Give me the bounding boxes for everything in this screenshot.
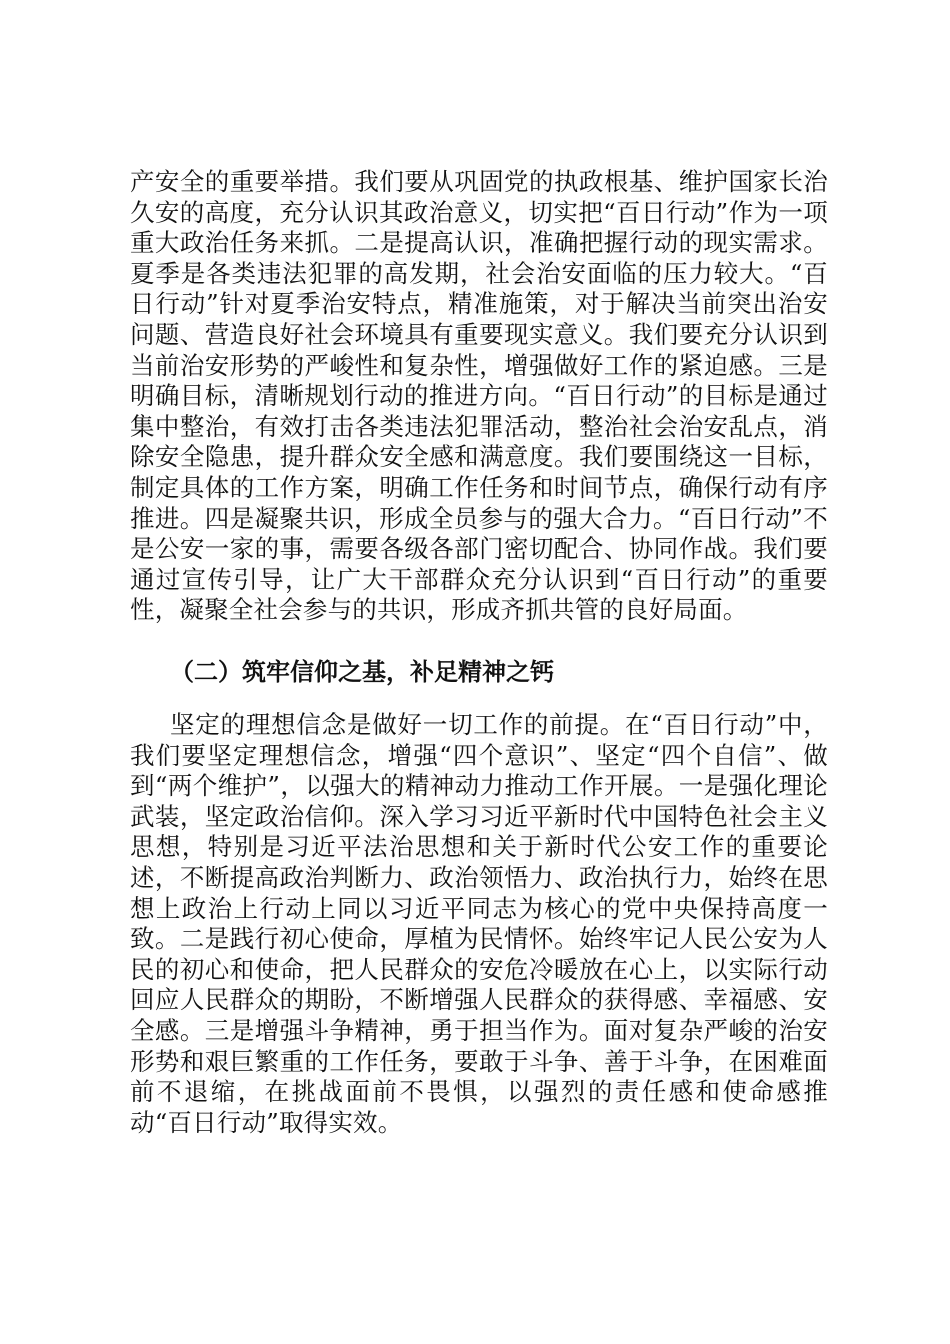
body-paragraph-1: 产安全的重要举措。我们要从巩固党的执政根基、维护国家长治久安的高度，充分认识其政治意义，切实把“百日行动”作为一项重大政治任务来抓。二是提高认识，准确把握行动的现实需求。夏季是各类违法犯罪的高发期，社会治安面临的压力较大。“百日行动”针对夏季治安特点，精准施策，对于解决当前突出治安问题、营造良好社会环境具有重要现实意义。我们要充分认识到当前治安形势的严峻性和复杂性，增强做好工作的紧迫感。三是明确目标，清晰规划行动的推进方向。“百日行动”的目标是通过集中整治，有效打击各类违法犯罪活动，整治社会治安乱点，消除安全隐患，提升群众安全感和满意度。我们要围绕这一目标，制定具体的工作方案，明确工作任务和时间节点，确保行动有序推进。四是凝聚共识，形成全员参与的强大合力。“百日行动”不是公安一家的事，需要各级各部门密切配合、协同作战。我们要通过宣传引导，让广大干部群众充分认识到“百日行动”的重要性，凝聚全社会参与的共识，形成齐抓共管的良好局面。 [130,167,828,625]
body-paragraph-2: 坚定的理想信念是做好一切工作的前提。在“百日行动”中，我们要坚定理想信念，增强“四个意识”、坚定“四个自信”、做到“两个维护”，以强大的精神动力推动工作开展。一是强化理论武装，坚定政治信仰。深入学习习近平新时代中国特色社会主义思想，特别是习近平法治思想和关于新时代公安工作的重要论述，不断提高政治判断力、政治领悟力、政治执行力，始终在思想上政治上行动上同以习近平同志为核心的党中央保持高度一致。二是践行初心使命，厚植为民情怀。始终牢记人民公安为人民的初心和使命，把人民群众的安危冷暖放在心上，以实际行动回应人民群众的期盼，不断增强人民群众的获得感、幸福感、安全感。三是增强斗争精神，勇于担当作为。面对复杂严峻的治安形势和艰巨繁重的工作任务，要敢于斗争、善于斗争，在困难面前不退缩，在挑战面前不畏惧，以强烈的责任感和使命感推动“百日行动”取得实效。 [130,710,828,1137]
section-heading: （二）筑牢信仰之基，补足精神之钙 [170,658,554,686]
